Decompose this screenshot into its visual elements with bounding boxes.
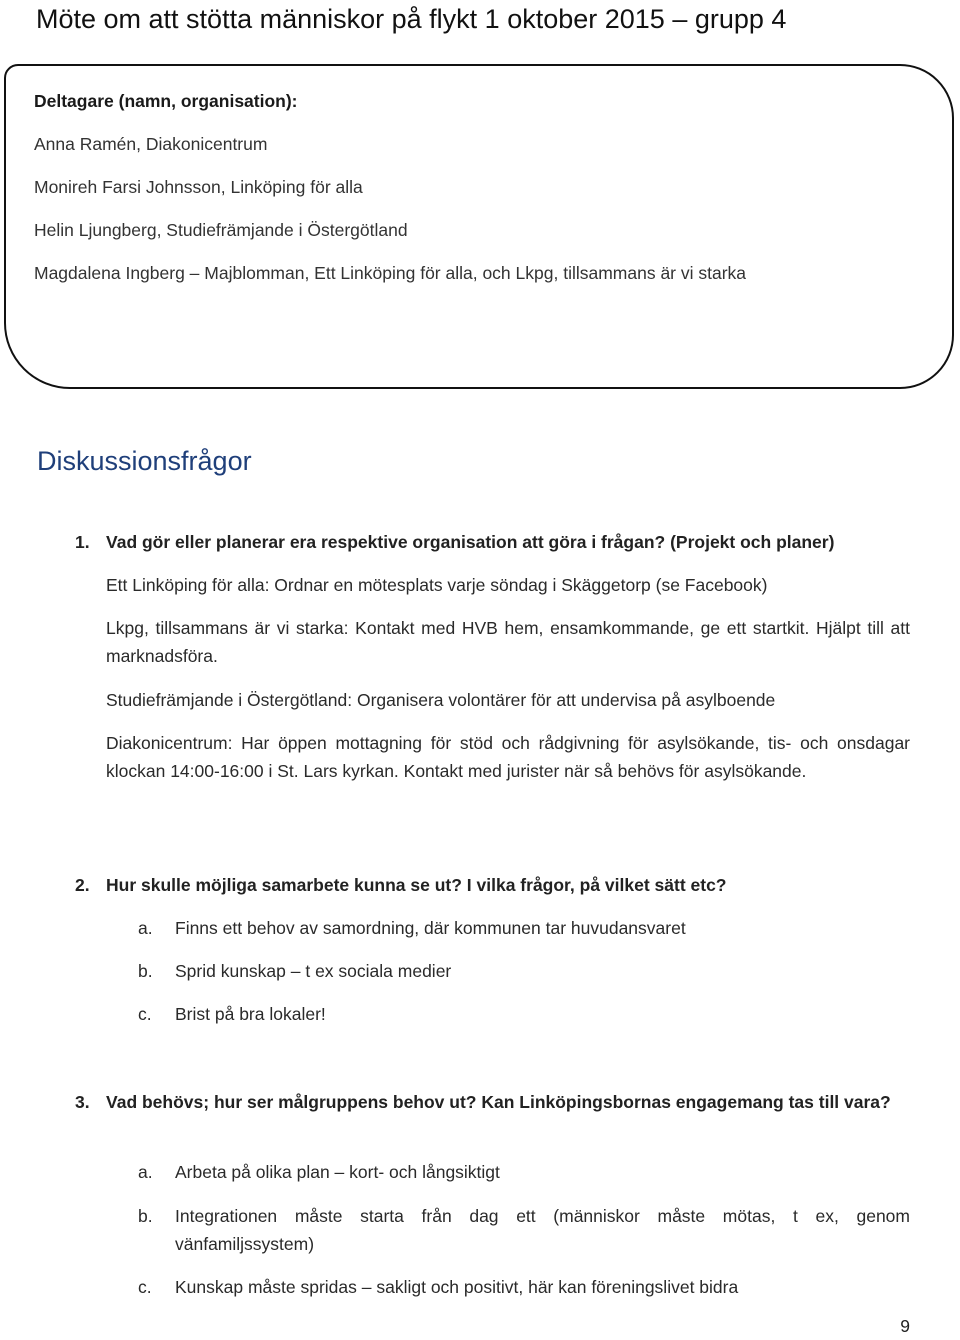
- list-item-letter: b.: [138, 961, 153, 981]
- question-text: Hur skulle möjliga samarbete kunna se ut? I vilka frågor, på vilket sätt etc?: [106, 875, 727, 895]
- list-item: Kunskap måste spridas – sakligt och positivt, här kan föreningslivet bidra: [175, 1277, 739, 1297]
- question-text: Vad behövs; hur ser målgruppens behov ut? Kan Linköpingsbornas engagemang tas till vara?: [106, 1092, 891, 1112]
- answer-paragraph: Lkpg, tillsammans är vi starka: Kontakt med HVB hem, ensamkommande, ge ett startkit. Hjälpt till att marknadsföra.: [106, 618, 910, 666]
- participant-item: Monireh Farsi Johnsson, Linköping för alla: [34, 177, 363, 197]
- list-item: Finns ett behov av samordning, där kommunen tar huvudansvaret: [175, 918, 686, 938]
- list-item-letter: b.: [138, 1206, 153, 1226]
- question-number: 3.: [75, 1092, 90, 1112]
- participant-item: Anna Ramén, Diakonicentrum: [34, 134, 268, 154]
- participants-heading: Deltagare (namn, organisation):: [34, 91, 298, 111]
- answer-paragraph: Studiefrämjande i Östergötland: Organisera volontärer för att undervisa på asylboende: [106, 690, 776, 710]
- participant-item: Helin Ljungberg, Studiefrämjande i Östergötland: [34, 220, 408, 240]
- answer-paragraph: Ett Linköping för alla: Ordnar en mötesplats varje söndag i Skäggetorp (se Facebook): [106, 575, 768, 595]
- question-number: 2.: [75, 875, 90, 895]
- list-item: Brist på bra lokaler!: [175, 1004, 326, 1024]
- page-title: Möte om att stötta människor på flykt 1 oktober 2015 – grupp 4: [36, 4, 787, 34]
- list-item-letter: c.: [138, 1004, 152, 1024]
- question-text: Vad gör eller planerar era respektive organisation att göra i frågan? (Projekt och planer): [106, 532, 835, 552]
- list-item: Sprid kunskap – t ex sociala medier: [175, 961, 452, 981]
- list-item-letter: a.: [138, 1162, 153, 1182]
- list-item: Arbeta på olika plan – kort- och långsiktigt: [175, 1162, 500, 1182]
- page-number: 9: [900, 1316, 910, 1336]
- list-item-letter: a.: [138, 918, 153, 938]
- question-number: 1.: [75, 532, 90, 552]
- answer-paragraph: Diakonicentrum: Har öppen mottagning för stöd och rådgivning för asylsökande, tis- och onsdagar klockan 14:00-16:00 i St. Lars kyrkan. Kontakt med jurister när så behövs för asylsökande.: [106, 733, 910, 781]
- discussion-heading: Diskussionsfrågor: [37, 446, 252, 476]
- participant-item: Magdalena Ingberg – Majblomman, Ett Linköping för alla, och Lkpg, tillsammans är vi starka: [34, 263, 747, 283]
- list-item: Integrationen måste starta från dag ett (människor måste mötas, t ex, genom vänfamiljssystem): [175, 1206, 910, 1254]
- list-item-letter: c.: [138, 1277, 152, 1297]
